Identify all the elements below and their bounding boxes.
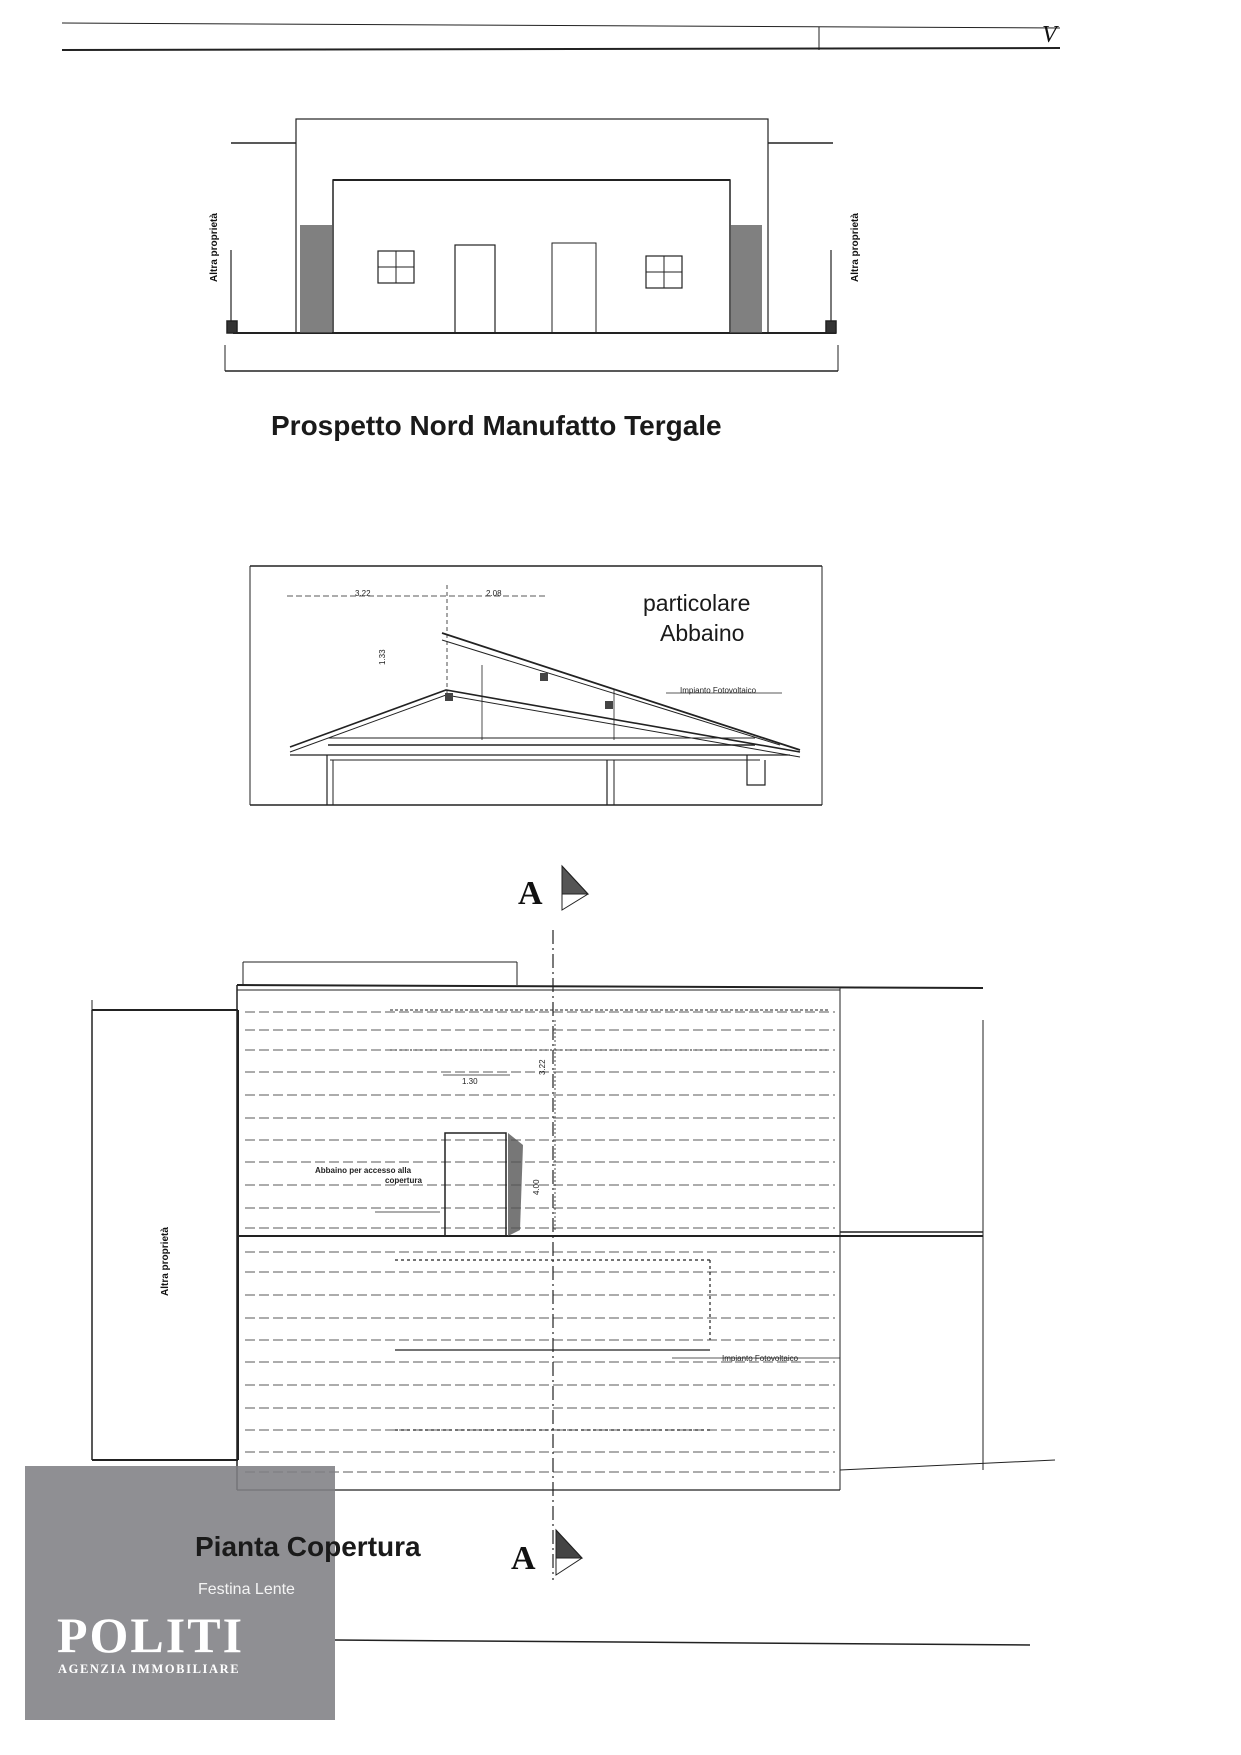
agency-watermark <box>25 1466 335 1720</box>
plan-dormer-label-line1: Abbaino per accesso alla <box>315 1166 412 1175</box>
elevation-title: Prospetto Nord Manufatto Tergale <box>271 410 722 441</box>
section-marker-top <box>562 866 588 910</box>
section-letter-bottom: A <box>511 1540 536 1577</box>
watermark-name: POLITI <box>57 1607 245 1663</box>
watermark-tagline: Festina Lente <box>198 1581 295 1598</box>
plan-dim-top: 3.22 <box>538 1059 547 1075</box>
elevation-neighbor-label-right: Altra proprietà <box>850 213 861 282</box>
plan-neighbor-label: Altra proprietà <box>160 1227 171 1296</box>
detail-dim-horizontal-2: 2.08 <box>486 589 502 598</box>
plan-dim-dormer-height: 4.00 <box>532 1179 541 1195</box>
plan-title: Pianta Copertura <box>195 1531 421 1562</box>
corner-mark: V <box>1042 22 1057 48</box>
section-marker-bottom <box>556 1530 582 1575</box>
detail-pv-label: Impianto Fotovoltaico <box>680 686 757 695</box>
detail-dim-horizontal-1: 3.22 <box>355 589 371 598</box>
watermark-subtitle: AGENZIA IMMOBILIARE <box>58 1662 241 1676</box>
plan-dim-dormer-width: 1.30 <box>462 1077 478 1086</box>
detail-title-line1: particolare <box>643 590 751 616</box>
plan-pv-label: Impianto Fotovoltaico <box>722 1354 799 1363</box>
north-elevation <box>225 119 838 371</box>
section-letter-top: A <box>518 875 543 912</box>
detail-title-line2: Abbaino <box>660 620 745 646</box>
plan-dormer-label-line2: copertura <box>385 1176 422 1185</box>
detail-dim-vertical: 1.33 <box>378 649 387 665</box>
elevation-neighbor-label-left: Altra proprietà <box>209 213 220 282</box>
